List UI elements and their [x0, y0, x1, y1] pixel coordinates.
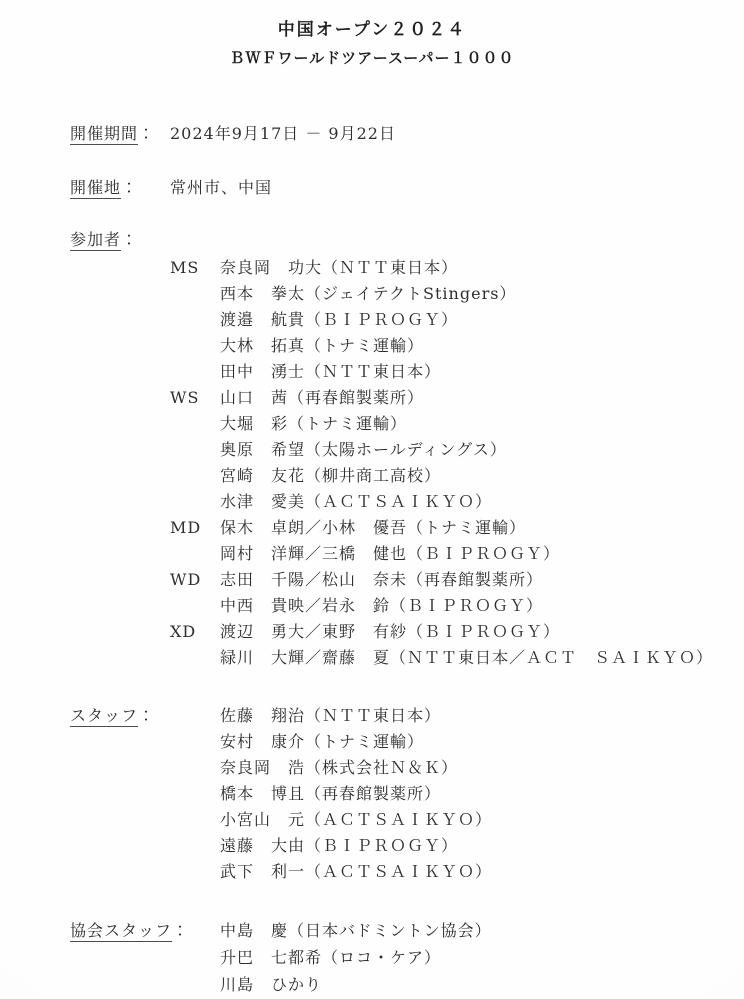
association-staff-section — [70, 917, 708, 998]
staff-section — [70, 703, 708, 885]
participant-row — [170, 255, 708, 281]
participant-entry: 宮崎 友花（柳井商工高校） — [220, 466, 442, 485]
association-staff-entry: 中島 慶（日本バドミントン協会） — [220, 921, 492, 940]
participant-row — [170, 359, 708, 385]
participant-row — [170, 333, 708, 359]
participant-row — [170, 541, 708, 567]
participant-row — [170, 411, 708, 437]
category-spacer — [170, 645, 220, 671]
participant-entry: 田中 湧士（ＮＴＴ東日本） — [220, 362, 442, 381]
staff-entry: 安村 康介（トナミ運輸） — [220, 732, 425, 751]
participant-row — [170, 567, 708, 593]
category-spacer — [170, 437, 220, 463]
category-spacer — [170, 463, 220, 489]
participant-row — [170, 437, 708, 463]
colon: ： — [121, 230, 139, 249]
participant-row — [170, 281, 708, 307]
category-spacer — [170, 307, 220, 333]
participant-entry: 大堀 彩（トナミ運輸） — [220, 414, 408, 433]
category-label-ms: MS — [170, 258, 200, 277]
category-spacer — [170, 411, 220, 437]
participant-entry: 渡邉 航貴（ＢＩＰＲＯＧＹ） — [220, 310, 459, 329]
association-staff-entry: 川島 ひかり — [220, 975, 323, 994]
category-label-xd: XD — [170, 622, 197, 641]
participant-entry: 大林 拓真（トナミ運輸） — [220, 336, 425, 355]
category-label-ws: WS — [170, 388, 200, 407]
participants-label-line — [70, 229, 708, 251]
colon: ： — [121, 178, 139, 197]
participant-entry: 山口 茜（再春館製薬所） — [220, 388, 425, 407]
document-header — [0, 0, 744, 68]
category-spacer — [170, 489, 220, 515]
participant-entry: 中西 貴映／岩永 鈴（ＢＩＰＲＯＧＹ） — [220, 596, 544, 615]
staff-entry: 佐藤 翔治（ＮＴＴ東日本） — [220, 706, 442, 725]
document-title: 中国オープン２０２４ — [277, 20, 467, 40]
category-label-wd: WD — [170, 570, 202, 589]
association-staff-label: 協会スタッフ — [70, 921, 173, 940]
event-period-value: 2024年9月17日 － 9月22日 — [170, 124, 396, 143]
event-period-label-cell — [70, 123, 170, 145]
participant-row — [170, 619, 708, 645]
category-spacer — [170, 281, 220, 307]
category-spacer — [170, 333, 220, 359]
participant-row — [170, 645, 714, 671]
association-staff-list — [220, 917, 492, 998]
staff-entry: 橋本 博且（再春館製薬所） — [220, 784, 442, 803]
staff-entry: 武下 利一（ＡＣＴＳＡＩＫＹＯ） — [220, 862, 493, 881]
participant-row — [170, 463, 708, 489]
participant-entry: 西本 拳太（ジェイテクトStingers） — [220, 284, 517, 303]
participant-entry: 渡辺 勇大／東野 有紗（ＢＩＰＲＯＧＹ） — [220, 622, 561, 641]
association-staff-entry: 升巴 七都希（ロコ・ケア） — [220, 948, 442, 967]
staff-label: スタッフ — [70, 706, 139, 725]
participant-entry: 奥原 希望（太陽ホールディングス） — [220, 440, 507, 459]
staff-entry: 遠藤 大由（ＢＩＰＲＯＧＹ） — [220, 836, 459, 855]
colon: ： — [172, 921, 190, 940]
venue-row — [70, 177, 708, 199]
category-spacer — [170, 593, 220, 619]
document-body — [0, 123, 744, 998]
participant-entry: 水津 愛美（ＡＣＴＳＡＩＫＹＯ） — [220, 492, 493, 511]
document-subtitle: ＢＷＦワールドツアースーパー１０００ — [229, 49, 515, 67]
participant-entry: 緑川 大輝／齋藤 夏（ＮＴＴ東日本／ＡＣＴ ＳＡＩＫＹＯ） — [220, 648, 714, 667]
participant-entry: 保木 卓朗／小林 優吾（トナミ運輸） — [220, 518, 527, 537]
participant-row — [170, 593, 708, 619]
participants-label: 参加者 — [70, 230, 122, 249]
participant-row — [170, 307, 708, 333]
participant-row — [170, 515, 708, 541]
participant-entry: 奈良岡 功大（ＮＴＴ東日本） — [220, 258, 459, 277]
event-period-label: 開催期間 — [70, 124, 139, 143]
event-period-row — [70, 123, 708, 145]
staff-entry: 奈良岡 浩（株式会社Ｎ＆Ｋ） — [220, 758, 459, 777]
category-label-md: MD — [170, 518, 202, 537]
staff-list — [220, 703, 492, 885]
participant-row — [170, 489, 708, 515]
venue-value: 常州市、中国 — [170, 178, 273, 197]
category-spacer — [170, 541, 220, 567]
colon: ： — [138, 706, 156, 725]
association-staff-label-cell — [70, 917, 220, 944]
participant-entry: 岡村 洋輝／三橋 健也（ＢＩＰＲＯＧＹ） — [220, 544, 561, 563]
category-spacer — [170, 359, 220, 385]
participants-list — [70, 255, 714, 671]
staff-entry: 小宮山 元（ＡＣＴＳＡＩＫＹＯ） — [220, 810, 493, 829]
participant-entry: 志田 千陽／松山 奈未（再春館製薬所） — [220, 570, 544, 589]
colon: ： — [138, 124, 156, 143]
staff-label-cell — [70, 703, 220, 729]
venue-label-cell — [70, 177, 170, 199]
venue-label: 開催地 — [70, 178, 122, 197]
participant-row — [170, 385, 708, 411]
